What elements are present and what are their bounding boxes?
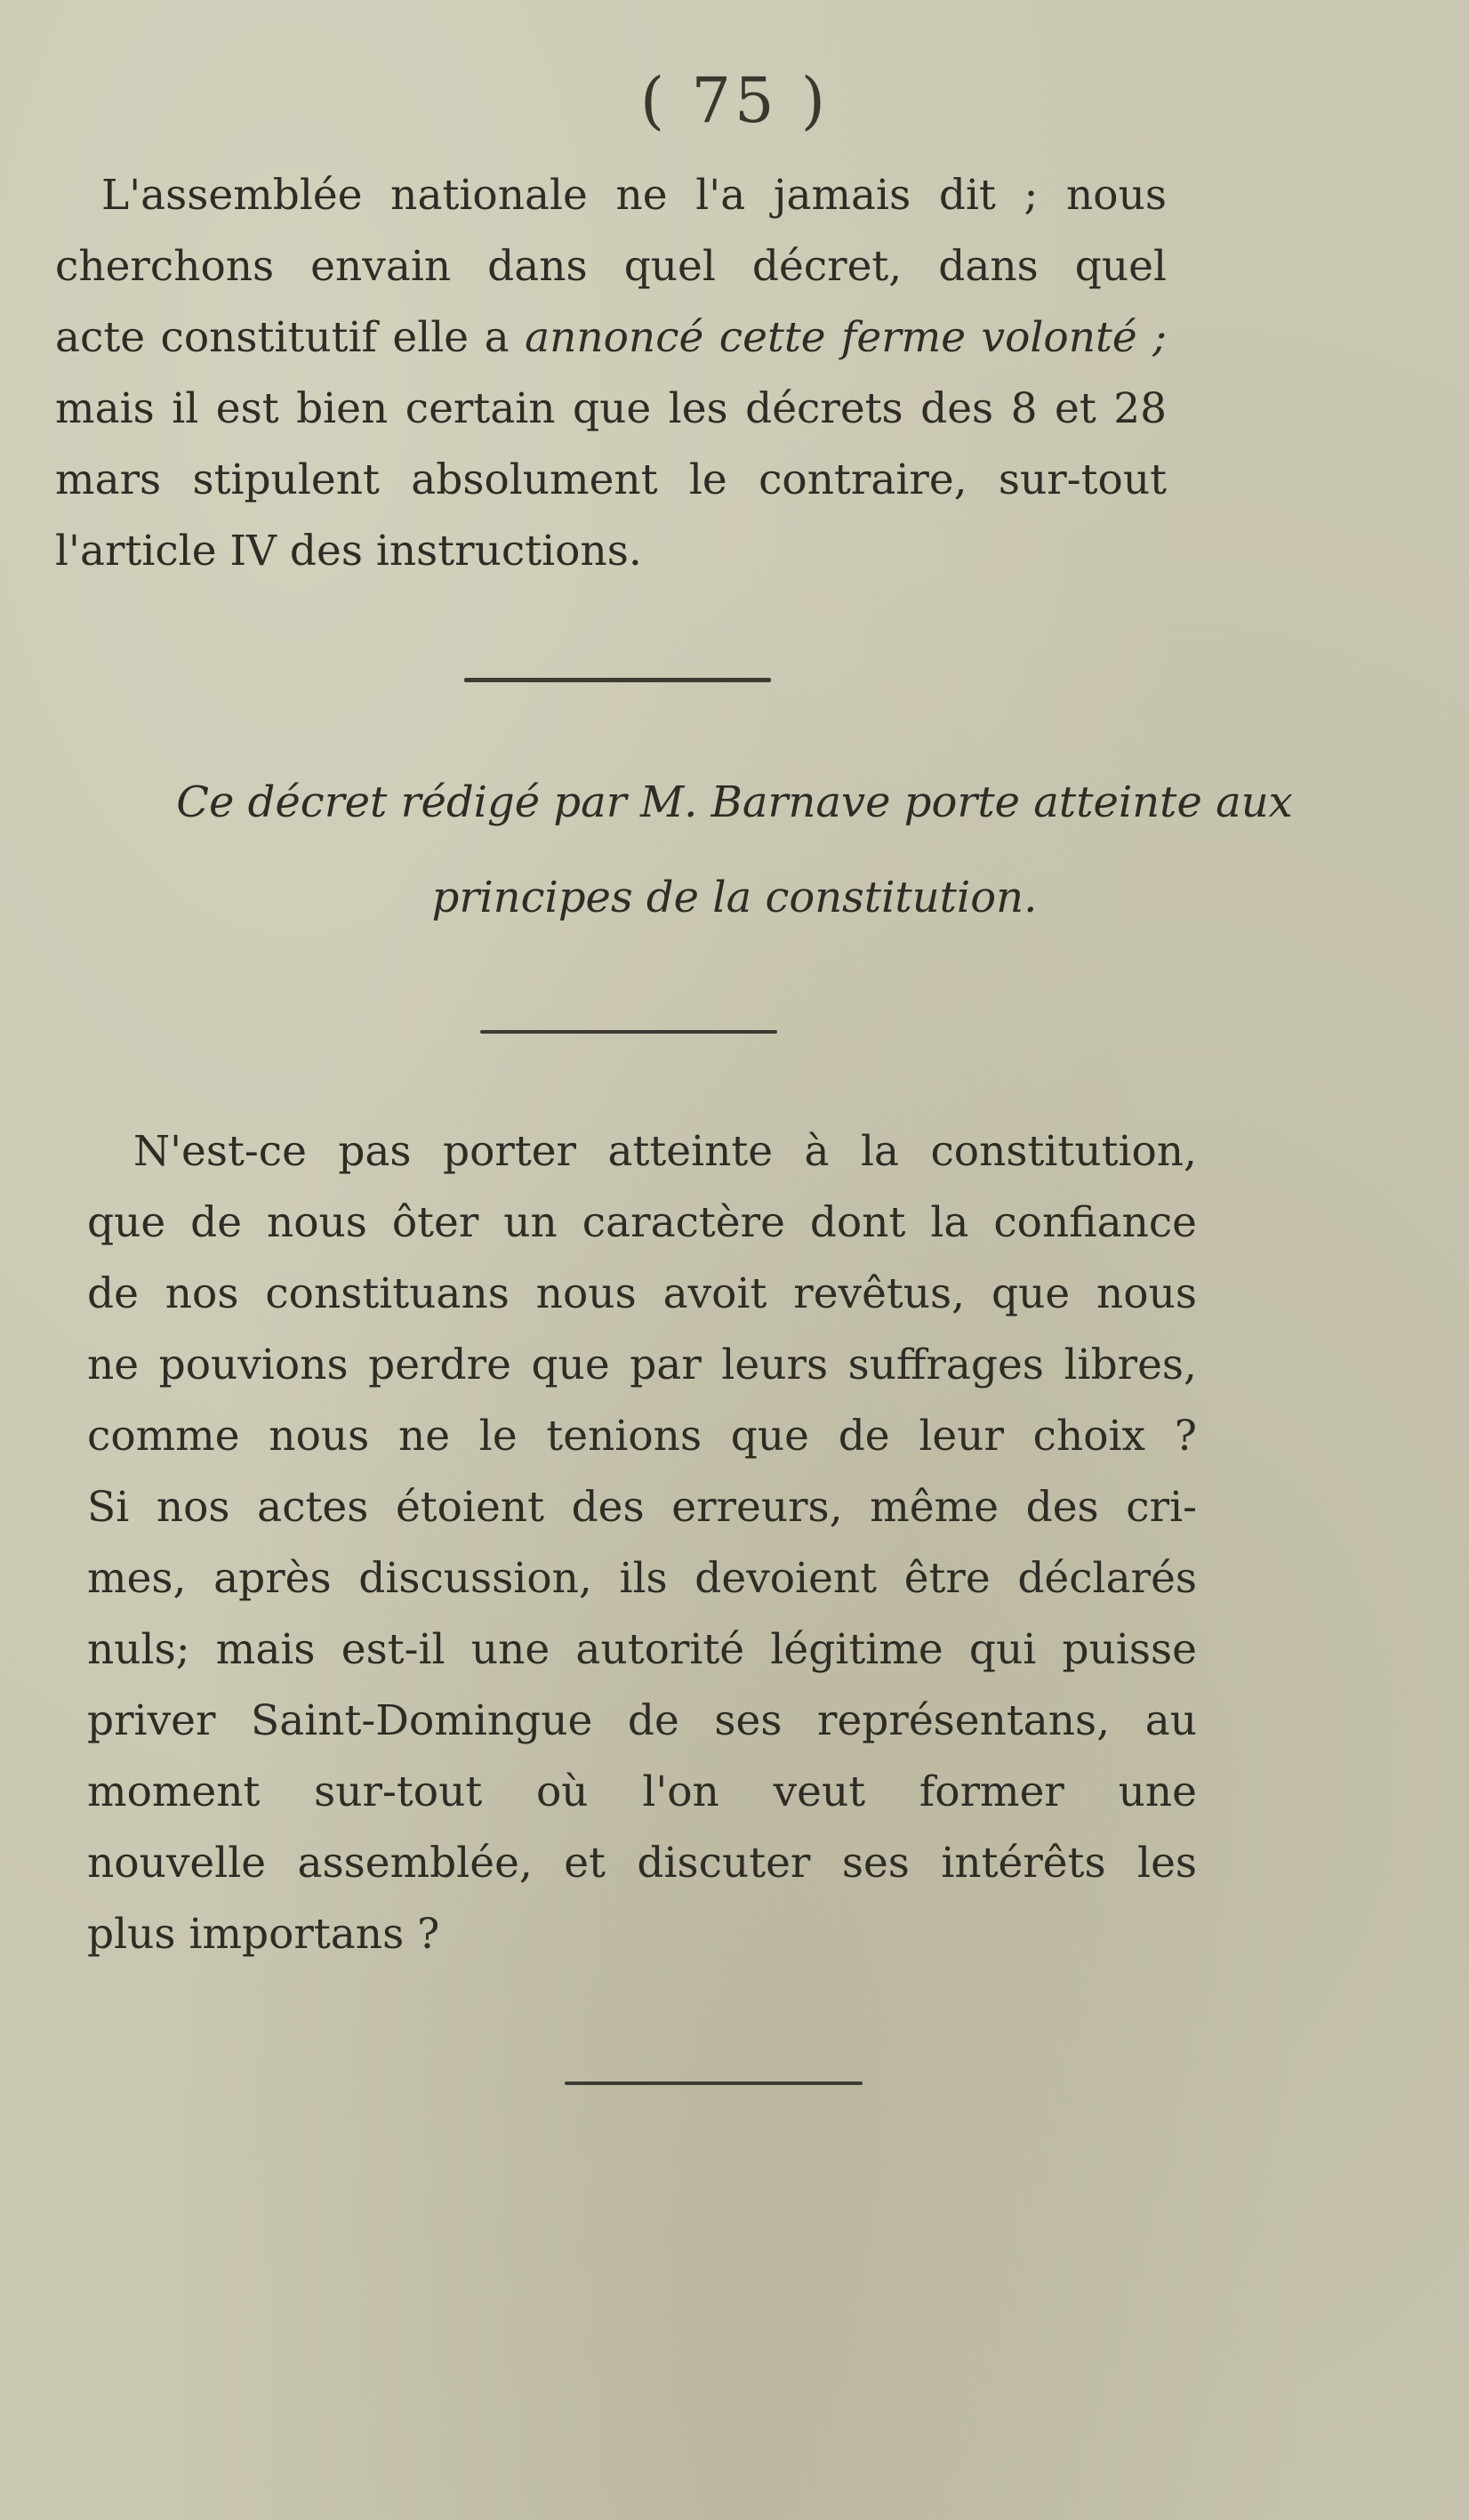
paragraph-2-line-2: que de nous ôter un caractère dont la confiance <box>87 1198 1197 1247</box>
paragraph-1 <box>55 160 1167 587</box>
page-number: ( 75 ) <box>639 64 830 137</box>
heading-divider-rule <box>480 1030 777 1034</box>
paragraph-2-line-10: moment sur-tout où l'on veut former une <box>87 1767 1197 1816</box>
paragraph-1-line-3-italic: annoncé cette ferme volonté ; <box>525 313 1167 362</box>
section-heading-line-2: principes de la constitution. <box>431 873 1038 922</box>
paragraph-1-line-3-text: acte constitutif elle a <box>55 313 526 362</box>
paragraph-1-line-4: mais il est bien certain que les décrets des 8 et 28 <box>55 384 1167 433</box>
paragraph-2-line-7: mes, après discussion, ils devoient être déclarés <box>87 1554 1197 1603</box>
paragraph-2-line-12: plus importans ? <box>87 1910 440 1959</box>
paragraph-1-line-6: l'article IV des instructions. <box>55 527 642 576</box>
paragraph-2-line-9: priver Saint-Domingue de ses représentans, au <box>87 1696 1197 1745</box>
section-divider-rule <box>464 678 771 682</box>
paragraph-2-line-8: nuls; mais est-il une autorité légitime qui puisse <box>87 1625 1197 1674</box>
paragraph-2-line-4: ne pouvions perdre que par leurs suffrages libres, <box>87 1341 1197 1389</box>
paragraph-2-line-1: N'est-ce pas porter atteinte à la constitution, <box>133 1127 1197 1176</box>
paragraph-2-line-5: comme nous ne le tenions que de leur choix ? <box>87 1412 1197 1461</box>
paragraph-2-line-11: nouvelle assemblée, et discuter ses intérêts les <box>87 1839 1197 1888</box>
paragraph-2 <box>87 1116 1197 1970</box>
paragraph-1-line-3 <box>55 302 1167 374</box>
paragraph-1-line-1: L'assemblée nationale ne l'a jamais dit ; nous <box>101 171 1167 220</box>
paragraph-1-line-2: cherchons envain dans quel décret, dans quel <box>55 242 1167 291</box>
paragraph-2-line-6: Si nos actes étoient des erreurs, même des cri- <box>87 1483 1197 1532</box>
paragraph-1-line-5: mars stipulent absolument le contraire, sur-tout <box>55 455 1167 504</box>
end-divider-rule <box>565 2081 863 2085</box>
paragraph-2-line-3: de nos constituans nous avoit revêtus, que nous <box>87 1269 1197 1318</box>
section-heading-line-1: Ce décret rédigé par M. Barnave porte atteinte aux <box>176 777 1293 827</box>
